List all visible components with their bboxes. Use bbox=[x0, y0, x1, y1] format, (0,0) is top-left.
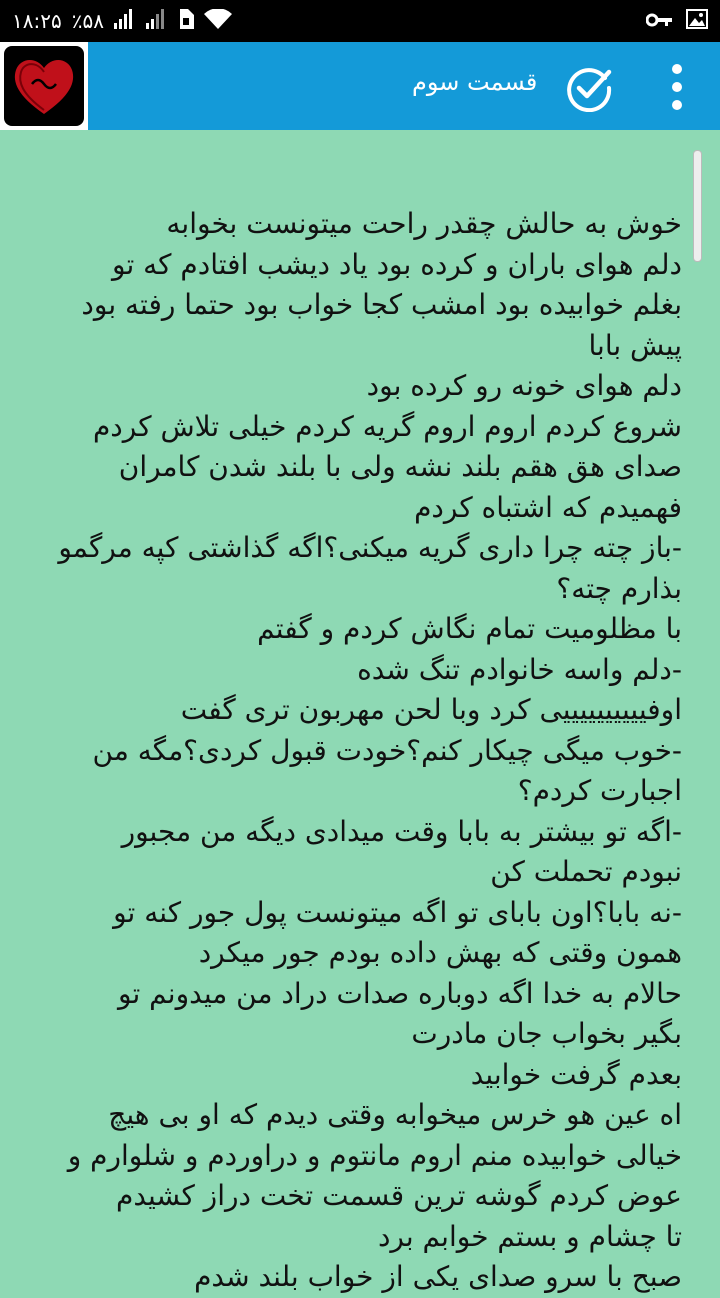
image-icon bbox=[686, 9, 708, 33]
story-line: بعدم گرفت خوابید bbox=[470, 1057, 682, 1091]
story-line: اه عین هو خرس میخوابه وقتی دیدم که او بی هیچ bbox=[108, 1098, 682, 1131]
check-circle-icon[interactable] bbox=[565, 64, 613, 112]
signal-icon bbox=[114, 9, 136, 34]
wifi-icon bbox=[204, 9, 232, 34]
signal-icon-2 bbox=[146, 9, 168, 34]
story-line: فهمیدم که اشتباه کردم bbox=[414, 490, 682, 524]
story-line: شروع کردم اروم اروم گریه کردم خیلی تلاش کردم bbox=[92, 409, 682, 443]
story-line: عوض کردم گوشه ترین قسمت تخت دراز کشیدم bbox=[115, 1179, 682, 1212]
page-title: قسمت سوم bbox=[412, 68, 538, 96]
story-line: بذارم چته؟ bbox=[556, 571, 682, 605]
sim-icon bbox=[178, 9, 194, 34]
story-line: بغلم خوابیده بود امشب کجا خواب بود حتما رفته بود bbox=[81, 288, 682, 321]
story-line: صبح با سرو صدای یکی از خواب بلند شدم bbox=[194, 1260, 682, 1293]
story-line: نبودم تحملت کن bbox=[490, 855, 682, 888]
scrollbar[interactable] bbox=[693, 150, 702, 262]
story-line: دلم هوای باران و کرده بود یاد دیشب افتادم که تو bbox=[112, 247, 682, 281]
story-line: حالام به خدا اگه دوباره صدات دراد من میدونم تو bbox=[118, 976, 682, 1010]
story-line: اجبارت کردم؟ bbox=[517, 774, 682, 807]
status-bar bbox=[0, 0, 720, 42]
story-line: -اگه تو بیشتر به بابا وقت میدادی دیگه من مجبور bbox=[121, 814, 682, 848]
story-line: -نه بابا؟اون بابای تو اگه میتونست پول جور کنه تو bbox=[113, 895, 682, 929]
app-bar bbox=[0, 42, 720, 130]
status-time: ۱۸:۲۵ bbox=[12, 9, 62, 33]
battery-percent: ٪۵۸ bbox=[71, 9, 104, 33]
key-icon bbox=[646, 12, 672, 31]
status-right bbox=[646, 9, 708, 33]
more-vertical-icon[interactable] bbox=[660, 60, 694, 114]
story-line: همون وقتی که بهش داده بودم جور میکرد bbox=[198, 936, 682, 969]
story-line: صدای هق هقم بلند نشه ولی با بلند شدن کامران bbox=[118, 450, 682, 483]
story-line: اوفییییییییییی کرد وبا لحن مهربون تری گفت bbox=[180, 693, 682, 726]
story-line: دلم هوای خونه رو کرده بود bbox=[366, 369, 682, 402]
heart-logo-icon bbox=[0, 42, 88, 130]
story-line: خیالی خوابیده منم اروم مانتوم و دراوردم و شلوارم و bbox=[67, 1138, 682, 1172]
story-line: خوش به حالش چقدر راحت میتونست بخوابه bbox=[166, 207, 682, 240]
story-line: -دلم واسه خانوادم تنگ شده bbox=[357, 652, 682, 686]
story-text bbox=[22, 204, 682, 1298]
status-left bbox=[12, 9, 232, 34]
story-line: -باز چته چرا داری گریه میکنی؟اگه گذاشتی کپه مرگمو bbox=[58, 531, 682, 564]
story-line: با مظلومیت تمام نگاش کردم و گفتم bbox=[257, 612, 682, 645]
story-line: پیش بابا bbox=[588, 328, 682, 362]
story-line: -خوب میگی چیکار کنم؟خودت قبول کردی؟مگه من bbox=[92, 733, 682, 767]
story-line: تا چشام و بستم خوابم برد bbox=[377, 1219, 682, 1253]
story-line: بگیر بخواب جان مادرت bbox=[411, 1017, 682, 1050]
story-content[interactable] bbox=[0, 130, 720, 1293]
